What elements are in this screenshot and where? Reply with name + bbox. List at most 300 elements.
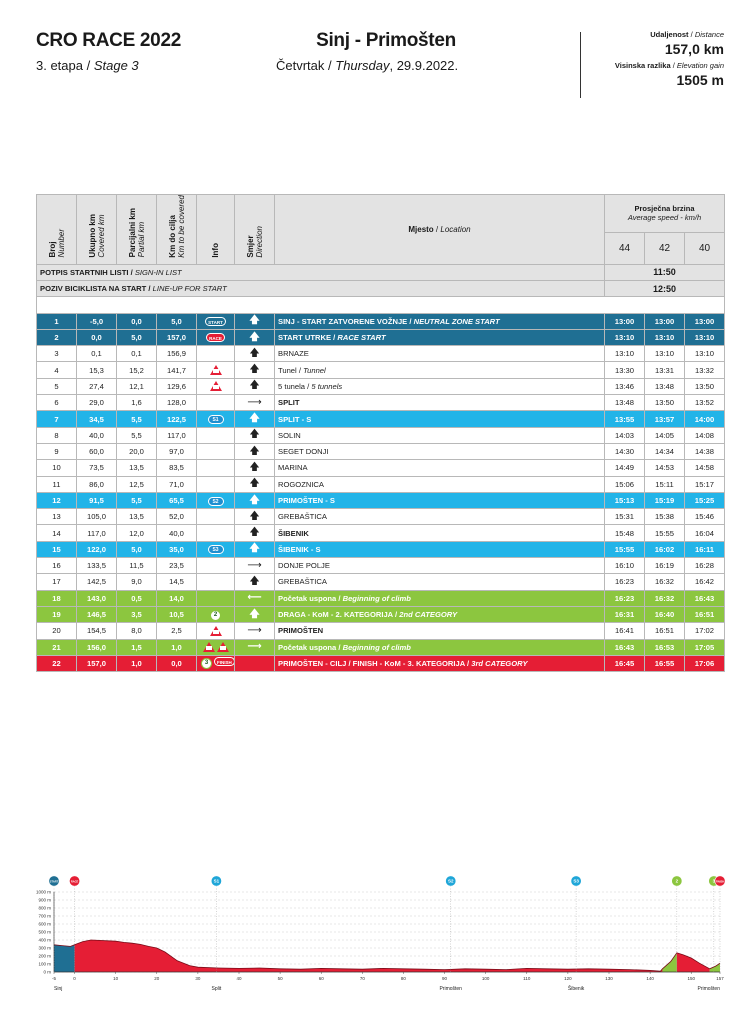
table-row (37, 558, 725, 574)
row-location (275, 541, 605, 557)
row-info (197, 541, 235, 557)
location-name: Početak uspona (278, 642, 337, 652)
row-time-40: 13:00 (685, 313, 725, 329)
line-up-label: POZIV BICIKLISTA NA START / LINE-UP FOR START (37, 281, 605, 297)
row-covered-km: 86,0 (77, 476, 117, 492)
row-partial-km: 3,5 (117, 606, 157, 622)
x-tick-label: 20 (154, 976, 160, 981)
marker-label: S2 (447, 878, 454, 884)
table-row (37, 623, 725, 639)
row-time-42: 14:53 (645, 460, 685, 476)
place-label: Sinj (54, 986, 63, 992)
location-name: PRIMOŠTEN - S (278, 496, 335, 505)
row-remaining-km: 40,0 (157, 525, 197, 541)
row-direction (235, 509, 275, 525)
row-number: 15 (37, 541, 77, 557)
row-time-42: 14:34 (645, 443, 685, 459)
row-location (275, 574, 605, 590)
row-remaining-km: 156,9 (157, 346, 197, 362)
row-info (197, 509, 235, 525)
row-covered-km: 29,0 (77, 395, 117, 411)
row-remaining-km: 2,5 (157, 623, 197, 639)
row-location (275, 492, 605, 508)
row-location: DRAGA - KoM - 2. KATEGORIJA / 2nd CATEGORY (275, 606, 605, 622)
row-remaining-km: 128,0 (157, 395, 197, 411)
table-header-row (37, 195, 725, 233)
row-time-42: 13:00 (645, 313, 685, 329)
x-tick-label: 140 (646, 976, 654, 981)
row-covered-km: 0,0 (77, 329, 117, 345)
schedule-body (37, 195, 725, 672)
row-number: 7 (37, 411, 77, 427)
row-time-40: 13:10 (685, 346, 725, 362)
row-partial-km: 9,0 (117, 574, 157, 590)
x-tick-label: 90 (442, 976, 448, 981)
row-info (197, 574, 235, 590)
row-time-40: 16:28 (685, 558, 725, 574)
arrow-up-icon: 🡅 (249, 380, 260, 392)
table-row (37, 313, 725, 329)
row-location: Početak uspona / Beginning of climb (275, 590, 605, 606)
row-partial-km: 0,1 (117, 346, 157, 362)
row-location (275, 395, 605, 411)
elevation-value: 1505 m (676, 72, 724, 88)
y-tick-label: 300 m (38, 945, 51, 951)
row-time-42: 15:55 (645, 525, 685, 541)
table-row (37, 411, 725, 427)
location-name: ROGOZNICA (278, 479, 324, 489)
place-label: Split (211, 986, 222, 992)
row-covered-km: 91,5 (77, 492, 117, 508)
row-time-40: 14:38 (685, 443, 725, 459)
row-covered-km: 146,5 (77, 606, 117, 622)
arrow-up-icon: 🡅 (249, 543, 260, 555)
row-partial-km: 5,0 (117, 329, 157, 345)
x-tick-label: 150 (687, 976, 695, 981)
row-info (197, 427, 235, 443)
location-name: DONJE POLJE (278, 561, 330, 571)
row-time-42: 13:57 (645, 411, 685, 427)
row-partial-km: 15,2 (117, 362, 157, 378)
arrow-up-icon: 🡅 (249, 494, 260, 506)
x-tick-label: -5 (51, 976, 57, 981)
row-time-44: 14:30 (605, 443, 645, 459)
speed-42: 42 (645, 232, 685, 264)
day-hr: Četvrtak (276, 58, 325, 73)
finish-badge-icon: FINISH (214, 657, 235, 666)
table-row (37, 476, 725, 492)
arrow-right-icon: ⟶ (247, 641, 262, 653)
location-name: PRIMOŠTEN - CILJ / FINISH - KoM - 3. KATEGORIJA (278, 658, 465, 668)
row-time-44: 15:13 (605, 492, 645, 508)
row-partial-km: 8,0 (117, 623, 157, 639)
row-direction (235, 427, 275, 443)
row-time-42: 13:50 (645, 395, 685, 411)
marker-label: 3 (712, 878, 716, 884)
row-direction (235, 558, 275, 574)
row-direction (235, 362, 275, 378)
row-time-40: 15:46 (685, 509, 725, 525)
location-name: SINJ - START ZATVORENE VOŽNJE (278, 316, 408, 326)
row-time-40: 16:43 (685, 590, 725, 606)
row-time-42: 16:40 (645, 606, 685, 622)
row-direction (235, 639, 275, 655)
stage-hr: 3. etapa (36, 58, 83, 73)
x-tick-label: 130 (605, 976, 613, 981)
location-name: DRAGA - KoM - 2. KATEGORIJA (278, 610, 393, 620)
stage-en: Stage 3 (93, 58, 139, 73)
table-row (37, 590, 725, 606)
row-number: 4 (37, 362, 77, 378)
row-covered-km: 73,5 (77, 460, 117, 476)
location-name: PRIMOŠTEN (278, 626, 324, 636)
row-number: 2 (37, 329, 77, 345)
location-name: Početak uspona (278, 593, 337, 603)
x-tick-label: 50 (277, 976, 283, 981)
row-remaining-km: 129,6 (157, 378, 197, 394)
location-name: ŠIBENIK (278, 528, 309, 538)
row-number: 5 (37, 378, 77, 394)
location-name: GREBAŠTICA (278, 577, 327, 587)
arrow-right-icon: ⟶ (247, 559, 262, 571)
row-number: 14 (37, 525, 77, 541)
stage-stats (615, 30, 724, 92)
location-name: MARINA (278, 463, 308, 473)
row-info (197, 346, 235, 362)
row-location: Početak uspona / Beginning of climb (275, 639, 605, 655)
row-time-42: 15:19 (645, 492, 685, 508)
table-row (37, 492, 725, 508)
row-partial-km: 5,0 (117, 541, 157, 557)
row-remaining-km: 14,5 (157, 574, 197, 590)
arrow-up-icon: 🡅 (249, 510, 260, 522)
row-partial-km: 5,5 (117, 427, 157, 443)
row-partial-km: 5,5 (117, 411, 157, 427)
row-time-44: 14:03 (605, 427, 645, 443)
warning-icon (217, 642, 229, 652)
row-info (197, 460, 235, 476)
row-time-42: 13:10 (645, 329, 685, 345)
row-partial-km: 1,6 (117, 395, 157, 411)
row-time-42: 15:38 (645, 509, 685, 525)
row-info (197, 329, 235, 345)
row-time-40: 16:51 (685, 606, 725, 622)
row-time-44: 16:45 (605, 655, 645, 671)
warning-icon (210, 626, 222, 636)
row-covered-km: -5,0 (77, 313, 117, 329)
kom-badge-icon: 2 (210, 610, 221, 621)
y-tick-label: 0 m (43, 969, 51, 975)
stage-date: Četvrtak / Thursday, 29.9.2022. (276, 58, 459, 73)
col-info: Info (197, 195, 235, 265)
row-info (197, 655, 235, 671)
row-info (197, 525, 235, 541)
table-row (37, 362, 725, 378)
table-row (37, 574, 725, 590)
row-number: 13 (37, 509, 77, 525)
table-row (37, 541, 725, 557)
row-remaining-km: 35,0 (157, 541, 197, 557)
neutral-zone-area (54, 945, 75, 972)
row-time-44: 14:49 (605, 460, 645, 476)
row-location: 5 tunela / 5 tunnels (275, 378, 605, 394)
arrow-right-icon: ⟶ (247, 624, 262, 636)
row-time-40: 13:52 (685, 395, 725, 411)
row-number: 1 (37, 313, 77, 329)
row-covered-km: 157,0 (77, 655, 117, 671)
row-direction (235, 541, 275, 557)
sign-in-time: 11:50 (605, 264, 725, 280)
row-time-40: 14:00 (685, 411, 725, 427)
row-info (197, 623, 235, 639)
race-title: CRO RACE 2022 (36, 30, 181, 51)
x-tick-label: 10 (113, 976, 119, 981)
date-value: 29.9.2022. (396, 58, 459, 73)
row-info (197, 492, 235, 508)
row-time-40: 17:02 (685, 623, 725, 639)
row-remaining-km: 122,5 (157, 411, 197, 427)
table-row (37, 606, 725, 622)
x-tick-label: 70 (359, 976, 365, 981)
marker-label: RACE (70, 880, 79, 884)
row-direction (235, 443, 275, 459)
arrow-up-icon: 🡅 (249, 575, 260, 587)
row-time-40: 16:42 (685, 574, 725, 590)
row-number: 21 (37, 639, 77, 655)
row-time-44: 15:55 (605, 541, 645, 557)
row-info (197, 362, 235, 378)
row-remaining-km: 23,5 (157, 558, 197, 574)
warning-icon (210, 365, 222, 375)
row-time-44: 13:46 (605, 378, 645, 394)
row-time-44: 13:10 (605, 346, 645, 362)
row-partial-km: 12,1 (117, 378, 157, 394)
location-name: SPLIT - S (278, 414, 312, 424)
y-tick-label: 500 m (38, 929, 51, 935)
row-time-42: 13:31 (645, 362, 685, 378)
row-partial-km: 11,5 (117, 558, 157, 574)
line-up-time: 12:50 (605, 281, 725, 297)
table-row (37, 509, 725, 525)
arrow-up-icon: 🡅 (249, 331, 260, 343)
location-name: Tunel (278, 365, 297, 375)
row-partial-km: 12,5 (117, 476, 157, 492)
row-time-44: 16:10 (605, 558, 645, 574)
y-tick-label: 900 m (38, 897, 51, 903)
arrow-up-icon: 🡅 (249, 445, 260, 457)
arrow-up-icon: 🡅 (249, 315, 260, 327)
row-direction (235, 395, 275, 411)
col-covered-km: Ukupno km Covered km (77, 195, 117, 265)
row-info (197, 411, 235, 427)
warning-icon (210, 381, 222, 391)
row-time-42: 16:51 (645, 623, 685, 639)
header-divider (580, 32, 581, 98)
row-time-40: 16:04 (685, 525, 725, 541)
arrow-up-icon: 🡅 (249, 478, 260, 490)
row-number: 22 (37, 655, 77, 671)
row-covered-km: 40,0 (77, 427, 117, 443)
row-direction (235, 476, 275, 492)
race-header (36, 30, 181, 73)
location-name-en: RACE START (337, 333, 386, 343)
arrow-up-icon: 🡅 (249, 461, 260, 473)
location-name-en: 5 tunnels (311, 381, 343, 391)
location-name: START UTRKE (278, 333, 332, 343)
location-name: SEGET DONJI (278, 447, 329, 457)
arrow-up-icon: 🡅 (249, 364, 260, 376)
row-time-44: 16:43 (605, 639, 645, 655)
route-header (276, 30, 496, 73)
row-direction (235, 525, 275, 541)
row-direction (235, 623, 275, 639)
row-direction (235, 492, 275, 508)
marker-label: 2 (675, 878, 679, 884)
location-name-en: 2nd CATEGORY (399, 610, 458, 620)
row-info (197, 443, 235, 459)
row-location (275, 460, 605, 476)
row-time-40: 17:06 (685, 655, 725, 671)
location-name-en: Beginning of climb (342, 642, 411, 652)
row-time-44: 16:41 (605, 623, 645, 639)
row-remaining-km: 5,0 (157, 313, 197, 329)
col-direction: Smjer Direction (235, 195, 275, 265)
row-time-42: 16:02 (645, 541, 685, 557)
row-time-44: 15:06 (605, 476, 645, 492)
x-tick-label: 30 (195, 976, 201, 981)
warning-icon (203, 642, 215, 652)
x-tick-label: 100 (481, 976, 490, 981)
row-direction (235, 460, 275, 476)
row-time-42: 15:11 (645, 476, 685, 492)
x-tick-label: 60 (318, 976, 324, 981)
marker-label: START (49, 880, 59, 884)
arrow-up-icon: 🡅 (249, 429, 260, 441)
row-number: 3 (37, 346, 77, 362)
arrow-right-icon: ⟶ (247, 396, 262, 408)
race-schedule-table (36, 194, 725, 672)
row-covered-km: 143,0 (77, 590, 117, 606)
row-time-42: 13:48 (645, 378, 685, 394)
row-time-42: 14:05 (645, 427, 685, 443)
x-tick-label: 110 (523, 976, 531, 981)
row-remaining-km: 10,5 (157, 606, 197, 622)
table-row (37, 329, 725, 345)
table-row (37, 443, 725, 459)
distance-label: Udaljenost / Distance (650, 30, 724, 39)
row-remaining-km: 157,0 (157, 329, 197, 345)
location-name: SPLIT (278, 398, 300, 408)
x-tick-label: 120 (564, 976, 572, 981)
row-partial-km: 0,0 (117, 313, 157, 329)
table-row (37, 525, 725, 541)
row-info (197, 606, 235, 622)
row-number: 20 (37, 623, 77, 639)
location-name: GREBAŠTICA (278, 512, 327, 522)
row-remaining-km: 117,0 (157, 427, 197, 443)
table-row (37, 460, 725, 476)
row-partial-km: 13,5 (117, 460, 157, 476)
arrow-up-icon: 🡅 (249, 608, 260, 620)
arrow-left-icon: ⟵ (247, 592, 262, 604)
row-partial-km: 5,5 (117, 492, 157, 508)
y-tick-label: 200 m (38, 953, 51, 959)
col-location: Mjesto / Location (275, 195, 605, 265)
row-location (275, 443, 605, 459)
row-time-44: 13:30 (605, 362, 645, 378)
row-covered-km: 105,0 (77, 509, 117, 525)
row-remaining-km: 14,0 (157, 590, 197, 606)
row-direction (235, 313, 275, 329)
row-direction (235, 590, 275, 606)
row-time-42: 16:53 (645, 639, 685, 655)
descent-area (677, 953, 710, 972)
row-number: 9 (37, 443, 77, 459)
row-time-44: 13:48 (605, 395, 645, 411)
row-covered-km: 15,3 (77, 362, 117, 378)
row-remaining-km: 83,5 (157, 460, 197, 476)
row-remaining-km: 0,0 (157, 655, 197, 671)
row-number: 17 (37, 574, 77, 590)
arrow-up-icon: 🡅 (249, 347, 260, 359)
table-row (37, 378, 725, 394)
row-number: 18 (37, 590, 77, 606)
col-number: Broj Number (37, 195, 77, 265)
row-time-44: 16:23 (605, 574, 645, 590)
race-badge-icon: RACE (206, 333, 225, 342)
row-covered-km: 0,1 (77, 346, 117, 362)
row-partial-km: 13,5 (117, 509, 157, 525)
row-direction (235, 378, 275, 394)
row-location (275, 623, 605, 639)
location-name: SOLIN (278, 430, 301, 440)
row-direction (235, 411, 275, 427)
arrow-up-icon: 🡅 (249, 527, 260, 539)
row-number: 12 (37, 492, 77, 508)
location-name-en: 3rd CATEGORY (471, 658, 528, 668)
place-label: Primošten (439, 986, 462, 992)
row-time-44: 16:31 (605, 606, 645, 622)
row-covered-km: 142,5 (77, 574, 117, 590)
x-tick-label: 0 (73, 976, 76, 981)
row-location (275, 411, 605, 427)
col-partial-km: Parcijalni km Partial km (117, 195, 157, 265)
row-time-44: 13:10 (605, 329, 645, 345)
row-time-44: 15:31 (605, 509, 645, 525)
row-number: 16 (37, 558, 77, 574)
row-info (197, 558, 235, 574)
row-covered-km: 154,5 (77, 623, 117, 639)
row-time-42: 13:10 (645, 346, 685, 362)
location-name-en: Beginning of climb (342, 593, 411, 603)
row-partial-km: 1,0 (117, 655, 157, 671)
row-info (197, 639, 235, 655)
sign-in-row (37, 264, 725, 280)
row-info (197, 313, 235, 329)
y-tick-label: 700 m (38, 913, 51, 919)
row-direction (235, 346, 275, 362)
sprint-badge-icon: S1 (208, 415, 224, 424)
col-average-speed: Prosječna brzina Average speed - km/h (605, 195, 725, 233)
row-covered-km: 122,0 (77, 541, 117, 557)
row-remaining-km: 1,0 (157, 639, 197, 655)
row-number: 11 (37, 476, 77, 492)
row-info (197, 395, 235, 411)
row-partial-km: 20,0 (117, 443, 157, 459)
start-badge-icon: START (205, 317, 226, 326)
row-location (275, 346, 605, 362)
elevation-label: Visinska razlika / Elevation gain (614, 61, 724, 70)
